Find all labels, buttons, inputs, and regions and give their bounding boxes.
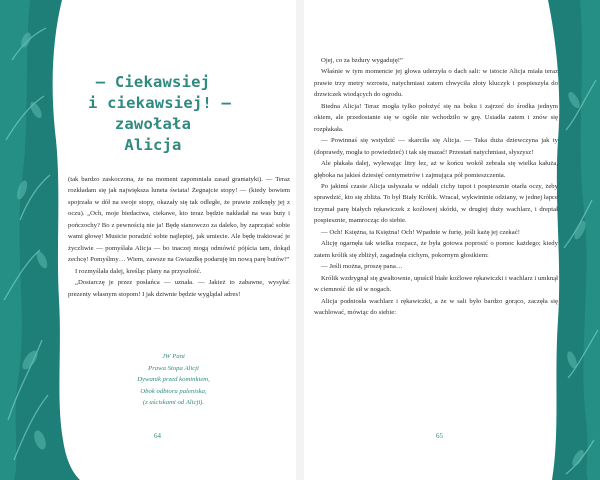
paragraph: Ale płakała dalej, wylewając litry łez, aż w końcu wokół zebrała się wielka kałuża, głęboka na jakieś dziesięć centymetrów i zajmująca pół pomieszczenia. xyxy=(314,160,558,179)
heading-line: Alicja xyxy=(124,136,182,154)
paragraph: Ojej, co za bzdury wygaduję!” xyxy=(321,57,403,64)
paragraph: Alicję ogarnęła tak wielka rozpacz, że była gotowa poprosić o pomoc każdego; kiedy zatem królik się zbliżył, zagadnęła cichym, pokornym głosikiem: xyxy=(314,240,558,259)
heading-line: zawołała xyxy=(114,115,192,133)
heading-line: – Ciekawsiej xyxy=(95,73,211,91)
page-number-left: 64 xyxy=(154,432,161,440)
verse-line: Obok odbioru paleniska, xyxy=(140,387,207,395)
page-number-right: 65 xyxy=(436,432,443,440)
paragraph: Właśnie w tym momencie jej głowa uderzyła o dach sali: w istocie Alicja miała teraz prawie trzy metry wzrostu, natychmiast zatem chwyciła złoty kluczyk i pospieszyła do drzwiczek wiodących do ogrodu. xyxy=(314,68,558,99)
paragraph: — Powinnaś się wstydzić — skarciła się Alicja. — Taka duża dziewczyna jak ty (doprawdy, mogła to powiedzieć) i tak się mazać! Przestań natychmiast, słyszysz! xyxy=(314,137,558,156)
paragraph: Królik wzdrygnął się gwałtownie, upuścił białe koźlowe rękawiczki i wachlarz i umknął w ciemność ile sił w nogach. xyxy=(314,274,558,294)
paragraph: Alicja podniosła wachlarz i rękawiczki, a że w sali było bardzo gorąco, zaczęła się wachlować, mówiąc do siebie: xyxy=(314,297,558,316)
chapter-heading xyxy=(88,72,231,156)
paragraph: (tak bardzo zaskoczona, że na moment zapomniała zasad gramatyki). — Teraz rozkładam się jak największa luneta świata! Żegnajcie stopy! — (kiedy bowiem spojrzała w dół na swoje stopy, okazały się tak odległe, że prawie zniknęły jej z oczu). „Och, moje biedactwa, ciekawe, kto teraz będzie nakładał na was buty i pończochy? Bo z pewnością nie ja! Będę stanowczo za daleko, by zaprzątać sobie wami głowę! Musicie poradzić sobie najlepiej, jak umiecie. Ale będę traktować je życzliwie — pomyślała Alicja — bo inaczej mogą odmówić pójścia tam, dokąd zechcę! Pomyślmy… Wiem, zawsze na Gwiazdkę podaruję im nową parę butów!” xyxy=(68,176,290,264)
verse-line: JW Pani xyxy=(162,353,185,360)
left-page-body xyxy=(68,174,290,300)
verse-line: Dywanik przed kominkiem, xyxy=(137,376,210,384)
verse-line: Prawa Stopa Alicji xyxy=(148,364,199,372)
paragraph: — Och! Księżna, ta Księżna! Och! Wpadnie w furię, jeśli każę jej czekać! xyxy=(321,228,520,236)
paragraph: — Jeśli można, proszę pana… xyxy=(321,263,403,271)
address-verse xyxy=(96,351,251,409)
verse-line: (z uściskami od Alicji). xyxy=(142,399,205,407)
paragraph: Po jakimś czasie Alicja usłyszała w oddali cichy tupot i pospiesznie otarła oczy, żeby sprawdzić, kto się zbliża. To był Biały Królik. Wracał, wykwintnie odziany, w jednej łapce trzymał parę białych rękawiczek z koźlowej skórki, w drugiej duży wachlarz, i dreptał pospiesznie, mamrocząc do siebie. xyxy=(314,182,558,225)
paragraph: I rozmyślała dalej, kreśląc plany na przyszłość. xyxy=(75,267,202,275)
heading-line: i ciekawsiej! – xyxy=(88,94,231,112)
paragraph: Biedna Alicja! Teraz mogła tylko położyć się na boku i zajrzeć do środka jednym okiem, ale przedostanie się w ogóle nie wchodziło w grę. Usiadła zatem i znów się rozpłakała. xyxy=(314,102,558,133)
right-page-body xyxy=(314,55,558,318)
paragraph: „Dostarczę je przez posłańca — uznała. — Jakież to zabawne, wysyłać prezenty własnym stopom! I jak dziwnie będzie wyglądał adres! xyxy=(68,279,290,298)
